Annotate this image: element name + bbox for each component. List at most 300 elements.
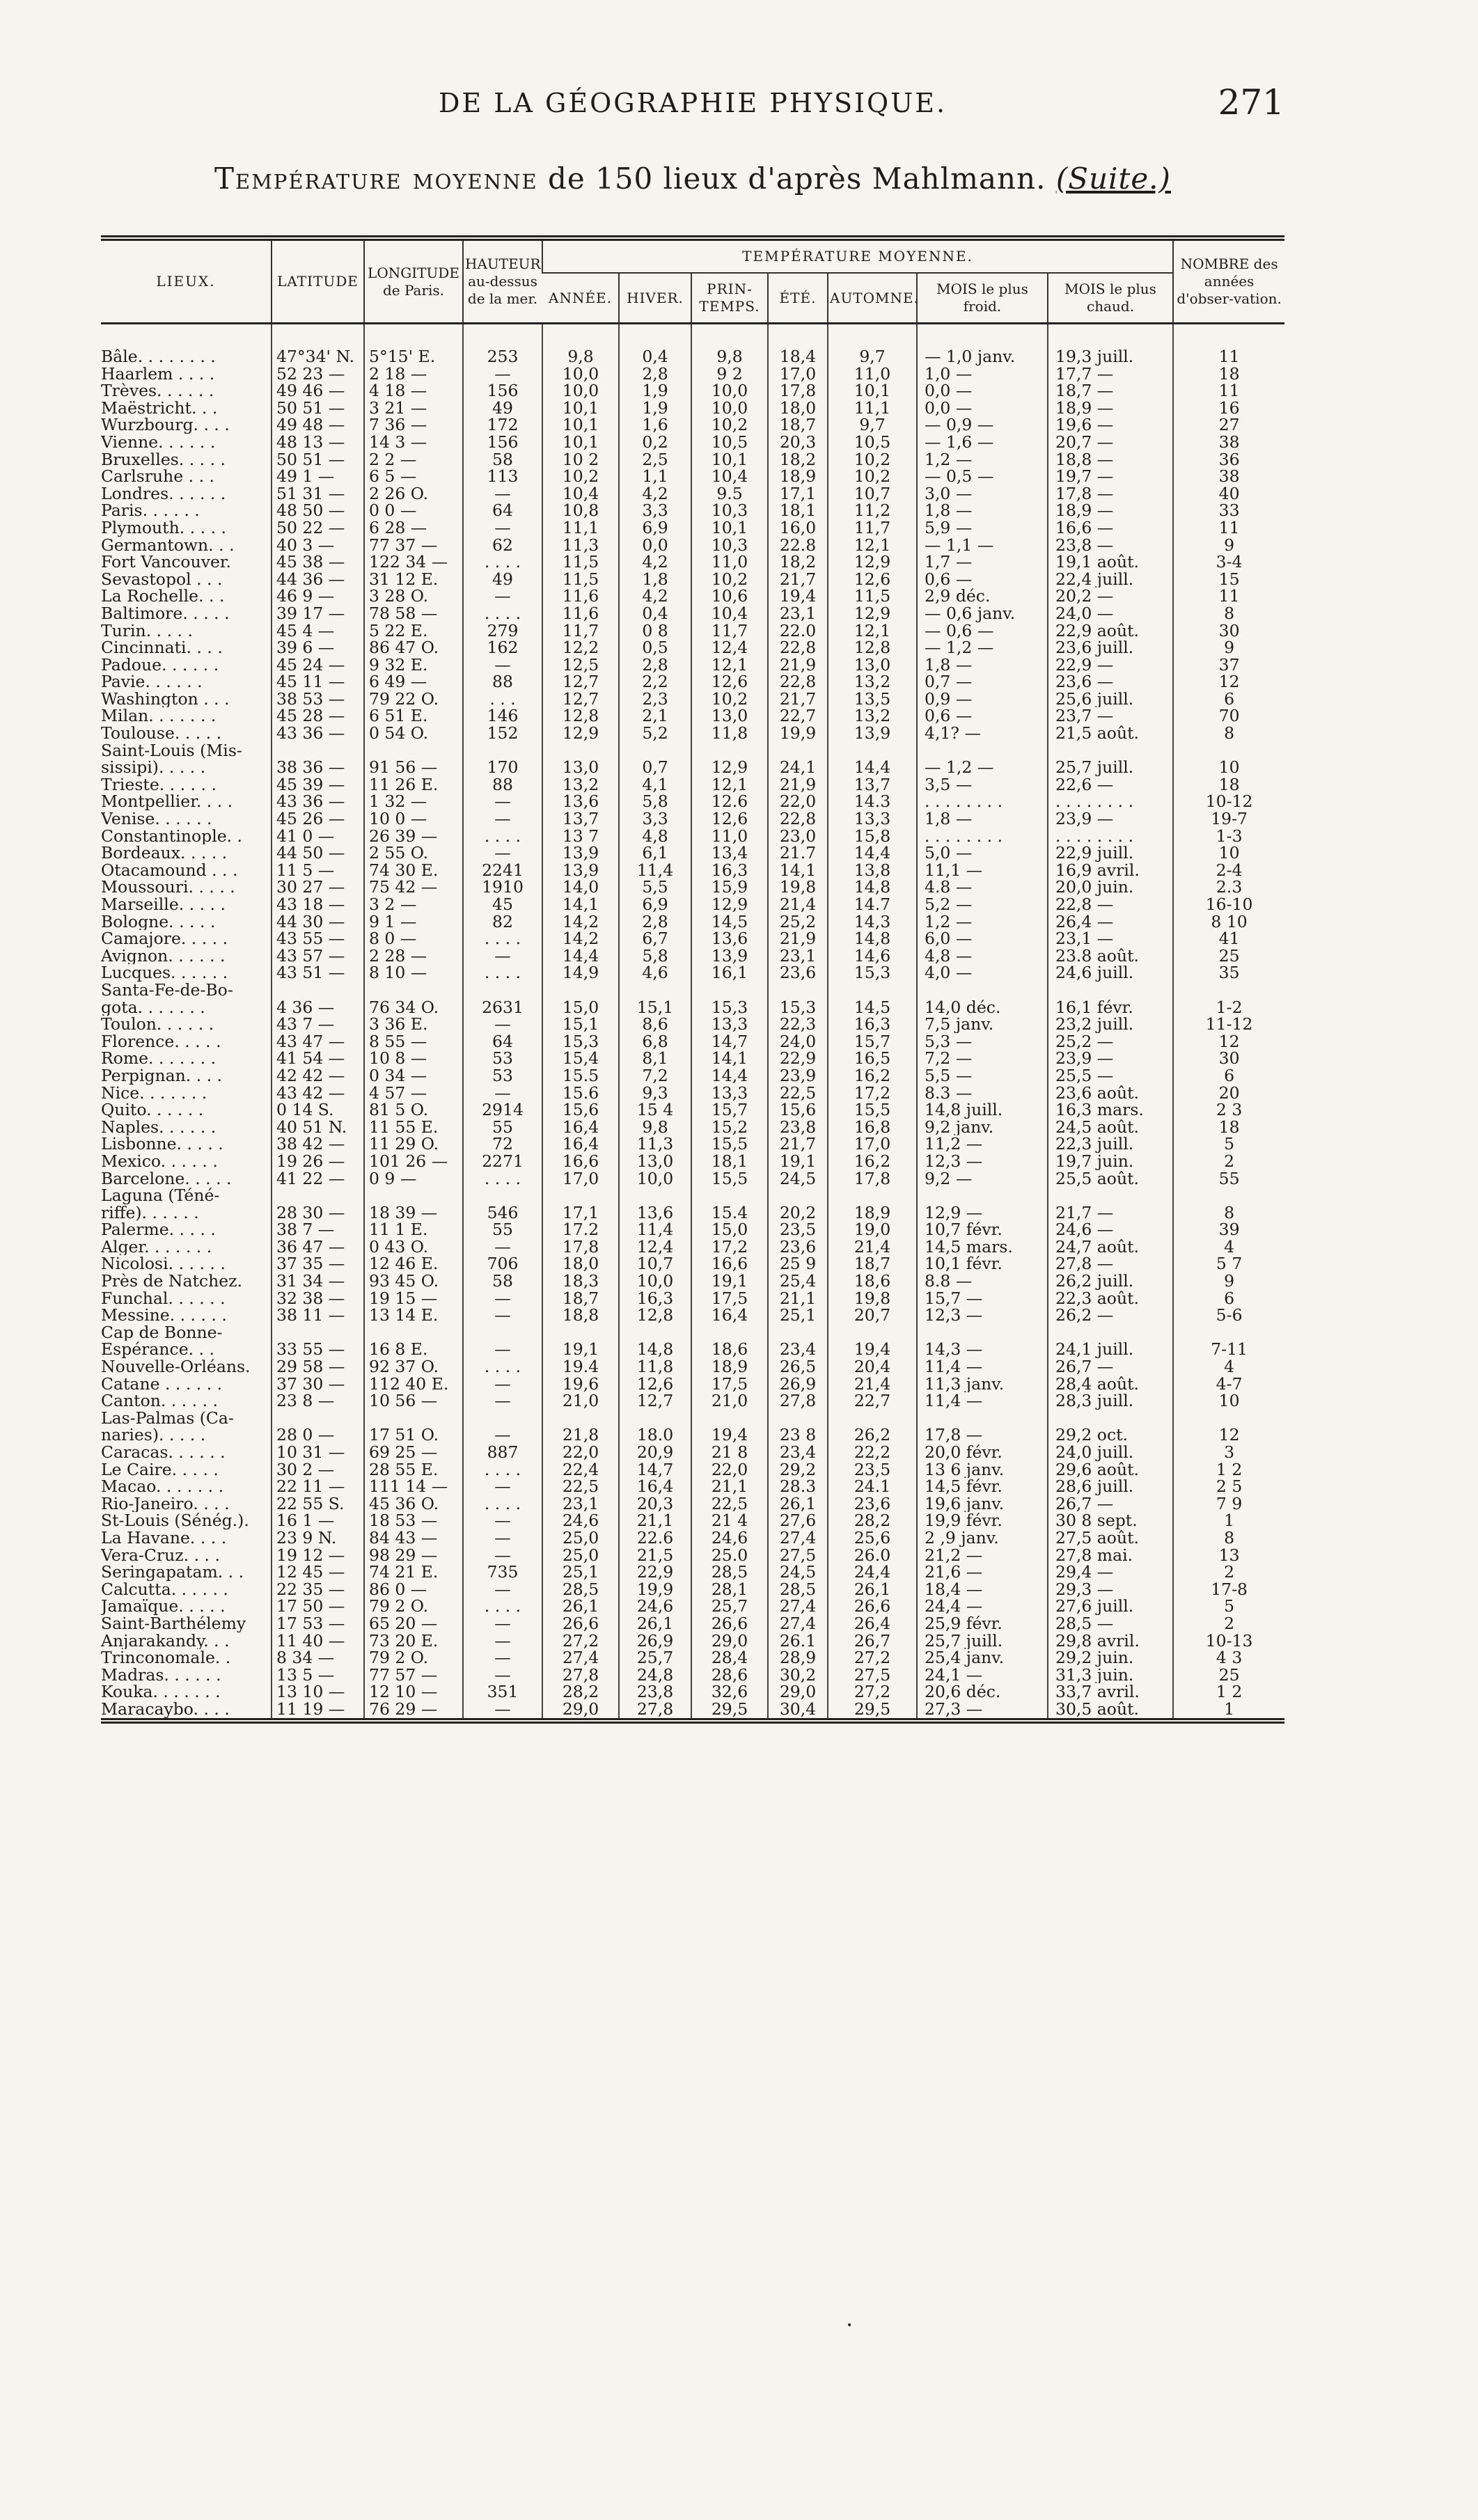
- cell-ete: 28,9: [768, 1649, 828, 1667]
- cell-mf: — 1,6 —: [917, 434, 1048, 451]
- cell-lon: 74 30 E.: [364, 862, 463, 879]
- cell-annee: 13,7: [542, 810, 619, 828]
- cell-automne: 28,2: [828, 1512, 917, 1529]
- cell-automne: 12,9: [828, 605, 917, 622]
- cell-hiver: 9,3: [619, 1085, 691, 1102]
- cell-automne: 26.0: [828, 1547, 917, 1564]
- cell-automne: 13,7: [828, 776, 917, 794]
- cell-place: Mexico. . . . . .: [101, 1152, 218, 1170]
- cell-alt: —: [463, 1290, 542, 1307]
- cell-place: Marseille. . . . .: [101, 896, 226, 913]
- cell-place: Saint-Barthélemy: [101, 1614, 246, 1632]
- cell-lon: 75 42 —: [364, 879, 463, 896]
- table-row: [101, 1529, 1284, 1547]
- cell-annee: 14,2: [542, 913, 619, 931]
- cell-mc: 28,5 —: [1048, 1615, 1173, 1632]
- cell-mf: 9,2 janv.: [917, 1119, 1048, 1136]
- cell-annee: 14,4: [542, 947, 619, 965]
- cell-mf: 8.8 —: [917, 1273, 1048, 1290]
- cell-hiver: 5,8: [619, 793, 691, 810]
- cell-annee: [542, 1324, 619, 1341]
- cell-lat: 23 8 —: [272, 1392, 364, 1410]
- cell-hiver: 16,4: [619, 1478, 691, 1495]
- cell-mc: 23,8 —: [1048, 537, 1173, 554]
- cell-lon: 93 45 O.: [364, 1273, 463, 1290]
- cell-lat: 8 34 —: [272, 1649, 364, 1667]
- cell-printemps: 13,6: [691, 930, 768, 947]
- spacer-cell: [917, 324, 1048, 349]
- cell-lat: 51 31 —: [272, 485, 364, 503]
- cell-lon: 14 3 —: [364, 434, 463, 451]
- cell-automne: 20,7: [828, 1307, 917, 1324]
- cell-alt: . . . .: [463, 1461, 542, 1479]
- cell-printemps: 28,1: [691, 1581, 768, 1598]
- cell-nb: [1173, 982, 1284, 999]
- cell-nb: 1: [1173, 1701, 1284, 1721]
- cell-ete: 25,4: [768, 1273, 828, 1290]
- cell-printemps: 22,5: [691, 1495, 768, 1513]
- cell-lon: 0 9 —: [364, 1170, 463, 1188]
- cell-mc: 30 8 sept.: [1048, 1512, 1173, 1529]
- table-row: [101, 1307, 1284, 1324]
- cell-annee: 13,2: [542, 776, 619, 794]
- cell-automne: 11,1: [828, 400, 917, 417]
- cell-printemps: 21 4: [691, 1512, 768, 1529]
- cell-printemps: 13,3: [691, 1016, 768, 1033]
- cell-place: Bâle. . . . . . . .: [101, 348, 216, 365]
- cell-nb: 5: [1173, 1135, 1284, 1153]
- cell-alt: —: [463, 1667, 542, 1684]
- cell-lat: 36 47 —: [272, 1238, 364, 1256]
- cell-mc: 24,0 juill.: [1048, 1444, 1173, 1461]
- table-row: [101, 485, 1284, 503]
- cell-lon: [364, 982, 463, 999]
- cell-annee: 16,4: [542, 1135, 619, 1153]
- cell-alt: —: [463, 1512, 542, 1529]
- cell-lon: 11 26 E.: [364, 776, 463, 794]
- cell-printemps: 10,0: [691, 382, 768, 400]
- table-row: [101, 1615, 1284, 1632]
- cell-automne: 20,4: [828, 1358, 917, 1376]
- cell-mc: 26,4 —: [1048, 913, 1173, 931]
- cell-printemps: 32,6: [691, 1683, 768, 1701]
- cell-alt: —: [463, 1581, 542, 1598]
- spacer-cell: [101, 324, 272, 349]
- cell-printemps: 21 8: [691, 1444, 768, 1461]
- cell-hiver: 21,5: [619, 1547, 691, 1564]
- cell-mf: — 1,2 —: [917, 639, 1048, 656]
- cell-printemps: 10,5: [691, 434, 768, 451]
- cell-nb: 15: [1173, 571, 1284, 588]
- cell-nb: 18: [1173, 776, 1284, 794]
- cell-lat: 43 42 —: [272, 1085, 364, 1102]
- cell-hiver: 4,8: [619, 828, 691, 845]
- cell-lon: 10 56 —: [364, 1392, 463, 1410]
- cell-mc: 27,5 août.: [1048, 1529, 1173, 1547]
- cell-place: Bruxelles. . . . .: [101, 450, 226, 468]
- table-row: [101, 999, 1284, 1016]
- spacer-cell: [542, 324, 619, 349]
- cell-printemps: 11,0: [691, 828, 768, 845]
- cell-lat: 12 45 —: [272, 1564, 364, 1581]
- cell-place: Le Caire. . . . .: [101, 1460, 219, 1479]
- cell-mf: [917, 1324, 1048, 1341]
- cell-nb: 27: [1173, 416, 1284, 434]
- cell-alt: [463, 982, 542, 999]
- cell-mc: 22,4 juill.: [1048, 571, 1173, 588]
- cell-place: Calcutta. . . . . .: [101, 1580, 228, 1598]
- cell-ete: [768, 982, 828, 999]
- cell-alt: 253: [463, 348, 542, 365]
- cell-annee: 24,6: [542, 1512, 619, 1529]
- cell-annee: 26,1: [542, 1598, 619, 1615]
- cell-mf: 9,2 —: [917, 1170, 1048, 1188]
- cell-annee: 12,5: [542, 656, 619, 674]
- cell-ete: 23,6: [768, 1238, 828, 1256]
- cell-ete: 19,1: [768, 1153, 828, 1170]
- cell-mc: 25,5 —: [1048, 1067, 1173, 1085]
- cell-place: Alger. . . . . . .: [101, 1238, 212, 1256]
- cell-printemps: 9 2: [691, 365, 768, 383]
- cell-printemps: 22,0: [691, 1461, 768, 1479]
- cell-lat: 43 36 —: [272, 793, 364, 810]
- cell-hiver: 15,1: [619, 999, 691, 1016]
- cell-lon: 86 0 —: [364, 1581, 463, 1598]
- spacer-cell: [272, 324, 364, 349]
- cell-place: Rio-Janeiro. . . .: [101, 1495, 230, 1513]
- cell-lat: 43 18 —: [272, 896, 364, 913]
- table-row: [101, 1426, 1284, 1444]
- cell-printemps: 28,4: [691, 1649, 768, 1667]
- cell-nb: 36: [1173, 451, 1284, 468]
- cell-hiver: 24,6: [619, 1598, 691, 1615]
- cell-hiver: 4,6: [619, 964, 691, 982]
- cell-ete: 25,2: [768, 913, 828, 931]
- cell-nb: 7 9: [1173, 1495, 1284, 1513]
- table-row: [101, 964, 1284, 982]
- table-row: [101, 896, 1284, 913]
- cell-hiver: 2,5: [619, 451, 691, 468]
- cell-mf: 21,2 —: [917, 1547, 1048, 1564]
- cell-printemps: [691, 1187, 768, 1204]
- cell-alt: —: [463, 1392, 542, 1410]
- table-row: [101, 1033, 1284, 1050]
- cell-mc: 28,3 juill.: [1048, 1392, 1173, 1410]
- cell-lon: 76 29 —: [364, 1701, 463, 1721]
- cell-automne: 26,2: [828, 1426, 917, 1444]
- cell-lon: 2 26 O.: [364, 485, 463, 503]
- cell-annee: 17,8: [542, 1238, 619, 1256]
- cell-printemps: 13,9: [691, 947, 768, 965]
- cell-lat: 38 11 —: [272, 1307, 364, 1324]
- cell-lat: 44 30 —: [272, 913, 364, 931]
- cell-hiver: 15 4: [619, 1101, 691, 1119]
- cell-lat: 17 53 —: [272, 1615, 364, 1632]
- cell-annee: 23,1: [542, 1495, 619, 1513]
- cell-hiver: 3,3: [619, 810, 691, 828]
- cell-ete: 24,5: [768, 1564, 828, 1581]
- cell-ete: [768, 1324, 828, 1341]
- cell-nb: 4: [1173, 1358, 1284, 1376]
- cell-automne: 22,2: [828, 1444, 917, 1461]
- table-row: [101, 1632, 1284, 1650]
- cell-automne: 14.3: [828, 793, 917, 810]
- cell-mf: 5,5 —: [917, 1067, 1048, 1085]
- cell-mc: 23,2 juill.: [1048, 1016, 1173, 1033]
- cell-ete: 27,4: [768, 1615, 828, 1632]
- cell-annee: 28,2: [542, 1683, 619, 1701]
- cell-nb: 8: [1173, 605, 1284, 622]
- cell-ete: 23,4: [768, 1341, 828, 1358]
- cell-automne: 9,7: [828, 348, 917, 365]
- cell-lat: [272, 1324, 364, 1341]
- cell-printemps: 29,5: [691, 1701, 768, 1721]
- cell-mf: 7,5 janv.: [917, 1016, 1048, 1033]
- cell-mf: 0,0 —: [917, 400, 1048, 417]
- cell-ete: 16,0: [768, 519, 828, 537]
- cell-ete: 29,2: [768, 1461, 828, 1479]
- cell-nb: 5: [1173, 1598, 1284, 1615]
- cell-ete: 19,4: [768, 588, 828, 605]
- cell-lon: 11 55 E.: [364, 1119, 463, 1136]
- cell-place: Laguna (Téné-: [101, 1187, 220, 1204]
- table-row: [101, 879, 1284, 896]
- cell-mc: 24,6 —: [1048, 1221, 1173, 1238]
- cell-annee: 22,4: [542, 1461, 619, 1479]
- cell-mf: 21,6 —: [917, 1564, 1048, 1581]
- cell-place: Catane . . . . . .: [101, 1375, 223, 1393]
- cell-automne: 11,2: [828, 502, 917, 519]
- cell-mc: 26,2 —: [1048, 1307, 1173, 1324]
- cell-lat: 52 23 —: [272, 365, 364, 383]
- cell-automne: 22,7: [828, 1392, 917, 1410]
- cell-alt: —: [463, 947, 542, 965]
- cell-nb: 2: [1173, 1615, 1284, 1632]
- cell-mc: 27,8 mai.: [1048, 1547, 1173, 1564]
- table-row: [101, 519, 1284, 537]
- cell-mf: 4.8 —: [917, 879, 1048, 896]
- cell-nb: 11: [1173, 348, 1284, 365]
- cell-alt: 113: [463, 468, 542, 485]
- cell-nb: 4 3: [1173, 1649, 1284, 1667]
- cell-annee: 13 7: [542, 828, 619, 845]
- cell-place: Saint-Louis (Mis-: [101, 741, 242, 759]
- cell-hiver: 11,4: [619, 1221, 691, 1238]
- cell-lat: 37 35 —: [272, 1255, 364, 1273]
- cell-lon: 3 2 —: [364, 896, 463, 913]
- cell-lat: 38 36 —: [272, 759, 364, 776]
- cell-lon: 3 28 O.: [364, 588, 463, 605]
- cell-printemps: 17,5: [691, 1376, 768, 1393]
- cell-hiver: 13,6: [619, 1204, 691, 1222]
- table-row: [101, 947, 1284, 965]
- cell-alt: 58: [463, 451, 542, 468]
- cell-place: Perpignan. . . .: [101, 1066, 223, 1085]
- cell-mc: 27,8 —: [1048, 1255, 1173, 1273]
- cell-alt: 72: [463, 1135, 542, 1153]
- cell-hiver: 25,7: [619, 1649, 691, 1667]
- cell-annee: 12,9: [542, 725, 619, 742]
- cell-alt: —: [463, 1615, 542, 1632]
- cell-mf: — 1,2 —: [917, 759, 1048, 776]
- cell-lon: 84 43 —: [364, 1529, 463, 1547]
- table-row: [101, 1478, 1284, 1495]
- cell-annee: 28,5: [542, 1581, 619, 1598]
- cell-printemps: [691, 742, 768, 759]
- cell-lat: 45 38 —: [272, 553, 364, 571]
- cell-place: sissipi). . . . .: [101, 759, 206, 776]
- table-row: [101, 1101, 1284, 1119]
- cell-automne: 10,2: [828, 468, 917, 485]
- cell-hiver: 16,3: [619, 1290, 691, 1307]
- cell-lat: 43 57 —: [272, 947, 364, 965]
- cell-alt: 2241: [463, 862, 542, 879]
- cell-hiver: 4,2: [619, 485, 691, 503]
- cell-hiver: 2,8: [619, 365, 691, 383]
- cell-annee: 10,4: [542, 485, 619, 503]
- cell-mf: 7,2 —: [917, 1050, 1048, 1067]
- cell-ete: 21,7: [768, 1135, 828, 1153]
- cell-alt: 49: [463, 571, 542, 588]
- cell-mf: 11,2 —: [917, 1135, 1048, 1153]
- cell-lon: 19 15 —: [364, 1290, 463, 1307]
- cell-annee: 27,8: [542, 1667, 619, 1684]
- cell-mf: 4,0 —: [917, 964, 1048, 982]
- cell-alt: 351: [463, 1683, 542, 1701]
- cell-nb: 3: [1173, 1444, 1284, 1461]
- cell-place: riffe). . . . . .: [101, 1204, 199, 1222]
- page-number: 271: [1218, 82, 1284, 123]
- cell-ete: 22,9: [768, 1050, 828, 1067]
- cell-printemps: 29,0: [691, 1632, 768, 1650]
- cell-nb: 2: [1173, 1564, 1284, 1581]
- cell-place: Milan. . . . . . .: [101, 707, 217, 725]
- table-row: [101, 1410, 1284, 1427]
- cell-ete: 14,1: [768, 862, 828, 879]
- cell-lon: 17 51 O.: [364, 1426, 463, 1444]
- cell-annee: 10,8: [542, 502, 619, 519]
- cell-ete: 23,6: [768, 964, 828, 982]
- cell-nb: 2.3: [1173, 879, 1284, 896]
- cell-ete: 18,2: [768, 451, 828, 468]
- cell-ete: 21,4: [768, 896, 828, 913]
- cell-printemps: 15.4: [691, 1204, 768, 1222]
- cell-ete: 23,5: [768, 1221, 828, 1238]
- cell-lon: 4 57 —: [364, 1085, 463, 1102]
- cell-ete: 18,1: [768, 502, 828, 519]
- cell-automne: 15,5: [828, 1101, 917, 1119]
- cell-mc: 16,6 —: [1048, 519, 1173, 537]
- cell-hiver: 12,7: [619, 1392, 691, 1410]
- cell-alt: —: [463, 1701, 542, 1721]
- cell-automne: 13,2: [828, 673, 917, 691]
- cell-ete: 26,9: [768, 1376, 828, 1393]
- cell-mf: 14,5 mars.: [917, 1238, 1048, 1256]
- cell-annee: 27,4: [542, 1649, 619, 1667]
- cell-place: Macao. . . . . . .: [101, 1478, 224, 1495]
- cell-nb: 8 10: [1173, 913, 1284, 931]
- cell-hiver: 26,1: [619, 1615, 691, 1632]
- cell-mf: 14,8 juill.: [917, 1101, 1048, 1119]
- cell-hiver: 1,6: [619, 416, 691, 434]
- cell-hiver: 2,1: [619, 707, 691, 725]
- cell-annee: 11,1: [542, 519, 619, 537]
- cell-annee: 9,8: [542, 348, 619, 365]
- cell-mc: 31,3 juin.: [1048, 1667, 1173, 1684]
- cell-ete: 23,1: [768, 605, 828, 622]
- cell-annee: 11,7: [542, 622, 619, 640]
- cell-alt: 146: [463, 707, 542, 725]
- table-row: [101, 1324, 1284, 1341]
- cell-place: Rome. . . . . . .: [101, 1050, 217, 1067]
- cell-annee: 18,8: [542, 1307, 619, 1324]
- cell-place: Santa-Fe-de-Bo-: [101, 981, 233, 999]
- cell-mc: 25,2 —: [1048, 1033, 1173, 1050]
- cell-mc: [1048, 1324, 1173, 1341]
- cell-automne: 16,2: [828, 1153, 917, 1170]
- cell-printemps: 12,6: [691, 810, 768, 828]
- cell-place: Anjarakandy. . .: [101, 1632, 230, 1650]
- cell-lon: 98 29 —: [364, 1547, 463, 1564]
- cell-lon: 69 25 —: [364, 1444, 463, 1461]
- cell-automne: 21,4: [828, 1238, 917, 1256]
- table-row: [101, 348, 1284, 365]
- header-ete: ÉTÉ.: [768, 273, 828, 324]
- cell-annee: 13,9: [542, 844, 619, 862]
- cell-annee: 21,8: [542, 1426, 619, 1444]
- cell-lat: 4 36 —: [272, 999, 364, 1016]
- cell-annee: 19.4: [542, 1358, 619, 1376]
- cell-place: Caracas. . . . . .: [101, 1444, 226, 1461]
- cell-mf: 14,3 —: [917, 1341, 1048, 1358]
- cell-mc: [1048, 742, 1173, 759]
- cell-place: Cincinnati. . . .: [101, 639, 223, 656]
- cell-ete: 22,8: [768, 810, 828, 828]
- cell-alt: —: [463, 1238, 542, 1256]
- cell-mc: 23.8 août.: [1048, 947, 1173, 965]
- cell-mf: 0,0 —: [917, 382, 1048, 400]
- cell-annee: 10,0: [542, 365, 619, 383]
- cell-lat: 31 34 —: [272, 1273, 364, 1290]
- table-row: [101, 1255, 1284, 1273]
- cell-annee: 22,0: [542, 1444, 619, 1461]
- cell-ete: 24,1: [768, 759, 828, 776]
- cell-printemps: 12,9: [691, 759, 768, 776]
- cell-hiver: 0,4: [619, 348, 691, 365]
- cell-automne: 15,7: [828, 1033, 917, 1050]
- cell-mf: 4,8 —: [917, 947, 1048, 965]
- cell-alt: . . . .: [463, 828, 542, 845]
- cell-hiver: 4,2: [619, 588, 691, 605]
- cell-mc: . . . . . . . .: [1048, 828, 1173, 845]
- cell-printemps: 18,9: [691, 1358, 768, 1376]
- cell-hiver: 0,5: [619, 639, 691, 656]
- cell-ete: 27,4: [768, 1598, 828, 1615]
- cell-automne: 15,8: [828, 828, 917, 845]
- cell-printemps: 15,2: [691, 1119, 768, 1136]
- cell-mc: 23,6 juill.: [1048, 639, 1173, 656]
- cell-lat: 11 40 —: [272, 1632, 364, 1650]
- cell-lat: 39 17 —: [272, 605, 364, 622]
- cell-place: Kouka. . . . . . .: [101, 1683, 221, 1701]
- cell-lon: 79 2 O.: [364, 1649, 463, 1667]
- cell-ete: 30,4: [768, 1701, 828, 1721]
- cell-place: Vienne. . . . . .: [101, 433, 216, 451]
- table-row: [101, 759, 1284, 776]
- cell-lon: 92 37 O.: [364, 1358, 463, 1376]
- cell-place: Nicolosi. . . . . .: [101, 1255, 226, 1273]
- cell-place: Las-Palmas (Ca-: [101, 1409, 234, 1427]
